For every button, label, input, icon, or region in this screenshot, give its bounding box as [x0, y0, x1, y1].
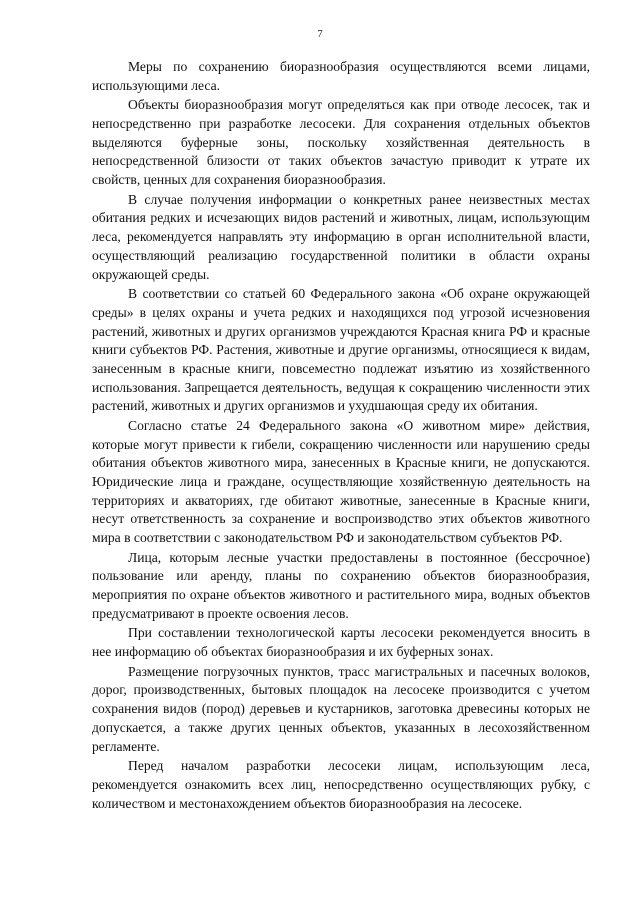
- document-body: [92, 58, 590, 813]
- paragraph-9: Перед началом разработки лесосеки лицам, использующим леса, рекомендуется ознакомить всех лиц, непосредственно осуществляющих рубку, с количеством и местонахождением объектов биоразнообразия на лесосеке.: [92, 758, 590, 811]
- paragraph-6: Лица, которым лесные участки предоставлены в постоянное (бессрочное) пользование или аренду, планы по сохранению объектов биоразнообразия, мероприятия по охране объектов животного и растительного мира, водных объектов предусматривают в проекте освоения лесов.: [92, 549, 590, 621]
- paragraph-5: Согласно статье 24 Федерального закона «О животном мире» действия, которые могут привести к гибели, сокращению численности или нарушению среды обитания объектов животного мира, занесенных в Красные книги, не допускаются. Юридические лица и граждане, осуществляющие хозяйственную деятельность на территориях и акваториях, где обитают животные, занесенные в Красные книги, несут ответственность за сохранение и воспроизводство этих объектов животного мира в соответствии с законодательством РФ и законодательством субъектов РФ.: [92, 417, 590, 546]
- page-number: 7: [317, 28, 323, 40]
- paragraph-1: Меры по сохранению биоразнообразия осуществляются всеми лицами, использующими леса.: [92, 59, 590, 93]
- paragraph-8: Размещение погрузочных пунктов, трасс магистральных и пасечных волоков, дорог, производственных, бытовых площадок на лесосеке производится с учетом сохранения видов (пород) деревьев и кустарников, заготовка древесины которых не допускается, а также других ценных объектов, указанных в лесохозяйственном регламенте.: [92, 663, 590, 754]
- paragraph-7: При составлении технологической карты лесосеки рекомендуется вносить в нее информацию об объектах биоразнообразия и их буферных зонах.: [92, 625, 590, 660]
- paragraph-4: В соответствии со статьей 60 Федерального закона «Об охране окружающей среды» в целях охраны и учета редких и находящихся под угрозой исчезновения растений, животных и других организмов учреждаются Красная книга РФ и красные книги субъектов РФ. Растения, животные и другие организмы, относящиеся к видам, занесенным в красные книги, повсеместно подлежат изъятию из хозяйственного использования. Запрещается деятельность, ведущая к сокращению численности этих растений, животных и других организмов и ухудшающая среду их обитания.: [92, 286, 590, 414]
- paragraph-2: Объекты биоразнообразия могут определяться как при отводе лесосек, так и непосредственно при разработке лесосеки. Для сохранения отдельных объектов выделяются буферные зоны, поскольку хозяйственная деятельность в непосредственной близости от таких объектов зачастую приводит к утрате их свойств, ценных для сохранения биоразнообразия.: [92, 97, 590, 188]
- paragraph-3: В случае получения информации о конкретных ранее неизвестных местах обитания редких и исчезающих видов растений и животных, лицам, использующим леса, рекомендуется направлять эту информацию в орган исполнительной власти, осуществляющий реализацию государственной политики в области охраны окружающей среды.: [92, 191, 590, 282]
